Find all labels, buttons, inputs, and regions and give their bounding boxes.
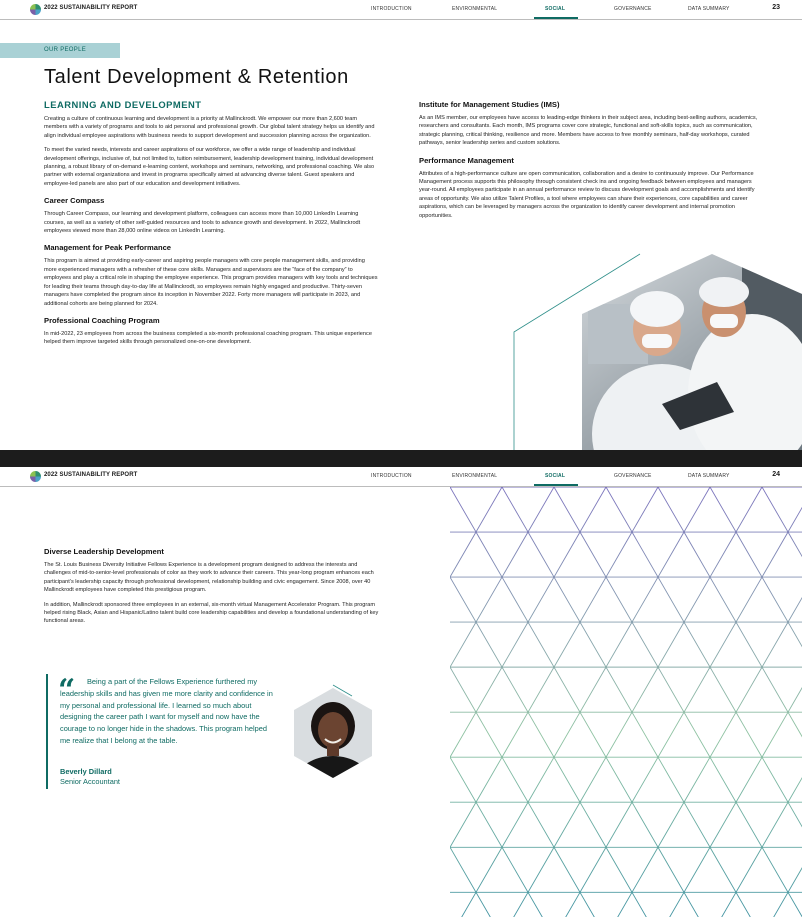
section-tag-label: OUR PEOPLE: [44, 47, 87, 53]
diverse-leadership-heading: Diverse Leadership Development: [44, 547, 164, 556]
coaching-program-heading: Professional Coaching Program: [44, 315, 160, 325]
testimonial-quote: [46, 674, 278, 789]
lab-workers-photo: [512, 234, 802, 450]
page-number: 23: [772, 4, 780, 11]
management-accelerator-paragraph: In addition, Mallinckrodt sponsored three employees in an external, six-month virtual Management Accelerator Program. This program helped rising Black, Asian and Hispanic/Latino talent build core leadership capabilities and develop a foundational understanding of key functional areas.: [44, 601, 379, 625]
report-page-24: [0, 467, 802, 917]
nav-governance[interactable]: GOVERNANCE: [614, 473, 652, 479]
career-compass-paragraph: Through Career Compass, our learning and development platform, colleagues can access more than 10,000 LinkedIn Learning courses, as well as a variety of other self-guided resources and tools to advance growth and development. In 2022, Mallinckrodt employees viewed more than 28,000 online videos on LinkedIn Learning.: [44, 211, 361, 235]
diverse-leadership-section: [44, 547, 379, 632]
coaching-program-paragraph: In mid-2022, 23 employees from across the business completed a six-month professional coaching program. This unique experience helped them improve targeted skills through personalized one-on-one development.: [44, 330, 372, 346]
quote-author-role: Senior Accountant: [60, 777, 120, 786]
left-column: [44, 115, 378, 353]
nav-environmental[interactable]: ENVIRONMENTAL: [452, 473, 498, 479]
geometric-pattern-decoration: [450, 487, 802, 917]
nav-data-summary[interactable]: DATA SUMMARY: [688, 6, 730, 12]
nav-governance[interactable]: GOVERNANCE: [614, 6, 652, 12]
section-nav: [352, 467, 748, 487]
nav-data-summary[interactable]: DATA SUMMARY: [688, 473, 730, 479]
page-header: [0, 467, 802, 487]
peak-performance-heading: Management for Peak Performance: [44, 243, 172, 253]
page-header: [0, 0, 802, 20]
page-title: Talent Development & Retention: [44, 66, 349, 88]
nav-active-indicator: [534, 484, 578, 486]
report-title: 2022 SUSTAINABILITY REPORT: [44, 5, 138, 11]
quote-text: Being a part of the Fellows Experience furthered my leadership skills and has given me more clarity and confidence in my personal and professional life. I learned so much about designing the career path I want for myself and now have the courage to no longer hide in the shadows. This program helped me realize that I belong at the table.: [60, 677, 273, 745]
ims-paragraph: As an IMS member, our employees have access to leading-edge thinkers in their subject area, including best-selling authors, academics, researchers and consultants. Each month, IMS programs cover core strategic, functional and soft-skills topics, such as communication, strategic planning, critical thinking, resilience and more. Members have access to free monthly seminars, half-day workshops, curated pathways, senior leadership series and custom solutions.: [419, 115, 758, 147]
nav-environmental[interactable]: ENVIRONMENTAL: [452, 6, 498, 12]
report-page-23: [0, 0, 802, 450]
ims-heading: Institute for Management Studies (IMS): [419, 100, 560, 109]
quote-author-name: Beverly Dillard: [60, 767, 112, 776]
page-number: 24: [772, 471, 780, 478]
company-logo-icon: [30, 4, 41, 15]
lab-photo-illustration: [512, 234, 802, 450]
performance-management-paragraph: Attributes of a high-performance culture are open communication, collaboration and a desire to continuously improve. Our Performance Management process supports this philosophy through consistent check ins and ongoing feedback between employees and managers year-round. All employees participate in an annual performance review to discuss development goals and accomplishments and identify areas of opportunity. We also utilize Talent Profiles, a tool where employees can share their experiences, core capabilities and career aspirations, which can be leveraged by managers across the organization to identify career development and internal promotion opportunities.: [419, 170, 755, 219]
fellows-experience-paragraph: The St. Louis Business Diversity Initiative Fellows Experience is a development program designed to address the interests and challenges of mid-to-senior-level professionals of color as they work to advance their careers. This year-long program enhances each participant’s leadership capacity through professional development, relationship building and civic engagement. Since 2008, over 40 Mallinckrodt employees have completed this prestigious program.: [44, 562, 374, 594]
company-logo-icon: [30, 471, 41, 482]
learning-development-heading: LEARNING AND DEVELOPMENT: [44, 99, 202, 110]
page-separator: [0, 450, 802, 467]
triangle-lattice-lines: [450, 487, 802, 917]
peak-performance-paragraph: This program is aimed at providing early-career and aspiring people managers with core people management skills, and providing more experienced managers with a refresher of these core skills. Managers and supervisors are the “face of the company” to employees and play a critical role in shaping the employee experience. This program provides managers with key tools and techniques for leading their teams through day-to-day life at Mallinckrodt, so employees remain highly engaged and productive. Thirty-seven managers have completed the program since its inception in November 2022. Forty more managers will participate in 2023, and additional cohorts are being planned for 2024.: [44, 258, 378, 307]
triangle-grid: [450, 487, 802, 917]
intro-paragraph: Creating a culture of continuous learning and development is a priority at Mallinckrodt. We empower our more than 2,600 team members with a variety of programs and tools to aid personal and professional growth. Our global talent strategy helps us identify and align individual employee aspirations with business needs to support development and succession planning across the organization.: [44, 116, 375, 139]
section-tag: [0, 43, 120, 58]
offerings-paragraph: To meet the varied needs, interests and career aspirations of our workforce, we offer a wide range of leadership and individual development offerings, inclusive of, but not limited to, tuition reimbursement, leadership development training, individual development planning, a robust library of on-demand e-learning content, workshops and seminars, networking, and professional coaching. We also partner with external organizations and invest in programs specifically aimed at advancing diverse talent. Guest speakers and employee-led panels are also part of our education and development initiatives.: [44, 147, 375, 187]
nav-social[interactable]: SOCIAL: [545, 6, 566, 12]
author-portrait: [290, 684, 376, 780]
nav-social[interactable]: SOCIAL: [545, 473, 566, 479]
section-nav: [352, 0, 748, 20]
nav-introduction[interactable]: INTRODUCTION: [371, 473, 412, 479]
report-title: 2022 SUSTAINABILITY REPORT: [44, 472, 138, 478]
right-column: [419, 100, 762, 226]
performance-management-heading: Performance Management: [419, 155, 514, 165]
nav-introduction[interactable]: INTRODUCTION: [371, 6, 412, 12]
nav-active-indicator: [534, 17, 578, 19]
career-compass-heading: Career Compass: [44, 196, 105, 206]
quote-mark-icon: “: [58, 673, 76, 708]
